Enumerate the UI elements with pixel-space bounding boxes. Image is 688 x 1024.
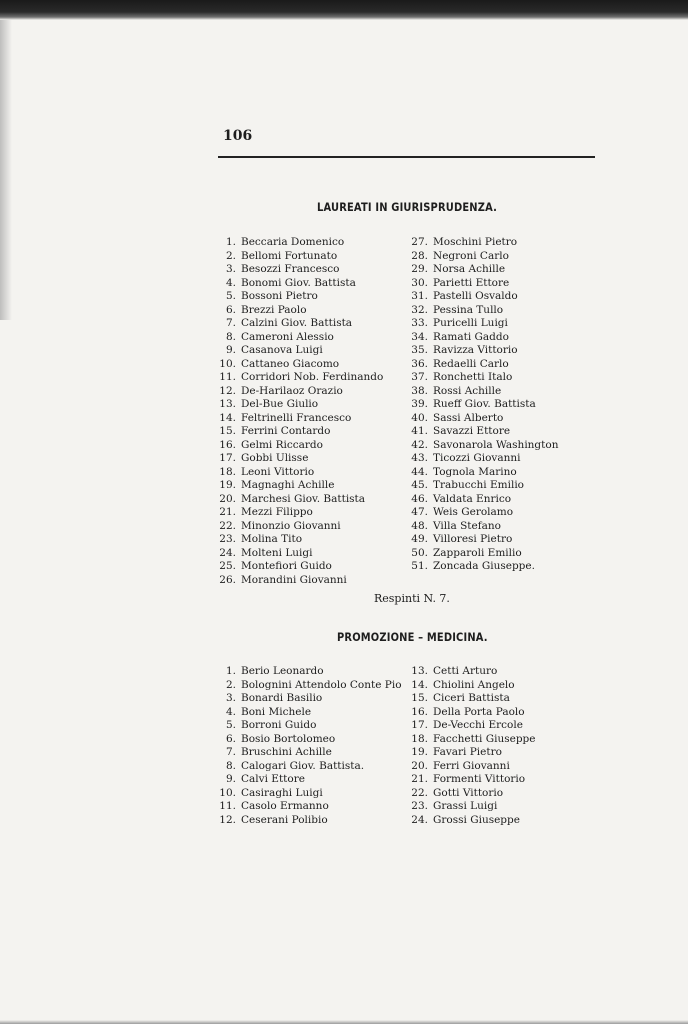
item-name: Casolo Ermanno (241, 800, 329, 812)
item-name: Ferrini Contardo (241, 425, 331, 437)
list-item (410, 398, 558, 412)
item-number: 15. (411, 692, 428, 704)
item-number: 11. (219, 800, 236, 812)
list-item (218, 331, 383, 345)
item-name: Ceserani Polibio (241, 813, 328, 826)
item-number: 50. (411, 546, 428, 559)
list-item (410, 331, 558, 345)
item-name: Puricelli Luigi (433, 317, 508, 329)
list-item (218, 358, 383, 372)
list-item (410, 520, 558, 534)
item-number: 27. (411, 236, 428, 248)
item-number: 37. (411, 371, 428, 383)
item-name: Bruschini Achille (241, 746, 332, 758)
item-name: Villa Stefano (433, 519, 501, 532)
item-name: Gelmi Riccardo (241, 438, 323, 451)
list-item (410, 493, 558, 507)
item-number: 9. (225, 344, 236, 356)
item-name: Gobbi Ulisse (241, 452, 309, 464)
item-name: De-Harilaoz Orazio (241, 384, 343, 397)
section-title-medicina: PROMOZIONE – MEDICINA. (337, 630, 488, 644)
item-number: 25. (219, 560, 236, 572)
list-item (410, 665, 535, 679)
list-item (218, 317, 383, 331)
list-item (218, 520, 383, 534)
list-item (410, 479, 558, 493)
item-number: 5. (225, 719, 236, 731)
list-item (410, 452, 558, 466)
item-number: 9. (225, 773, 236, 785)
item-number: 20. (411, 759, 428, 772)
item-number: 14. (219, 411, 236, 424)
list-item (218, 760, 402, 774)
item-name: Pastelli Osvaldo (433, 290, 518, 302)
item-name: Magnaghi Achille (241, 479, 335, 491)
item-number: 15. (219, 425, 236, 437)
item-name: Moschini Pietro (433, 236, 518, 248)
item-number: 17. (411, 719, 428, 731)
item-number: 18. (219, 465, 236, 478)
item-name: Leoni Vittorio (241, 465, 315, 478)
item-name: Ramati Gaddo (433, 330, 509, 343)
item-number: 51. (411, 560, 428, 572)
list-item (218, 371, 383, 385)
respinti-note: Respinti N. 7. (374, 592, 450, 605)
item-name: Weis Gerolamo (433, 506, 514, 518)
item-name: Montefiori Guido (241, 560, 332, 572)
item-name: Ticozzi Giovanni (433, 452, 521, 464)
item-number: 16. (411, 705, 428, 718)
list-item (218, 665, 402, 679)
list-item (218, 466, 383, 480)
item-number: 10. (219, 357, 236, 370)
list-item (410, 290, 558, 304)
list-item (410, 733, 535, 747)
item-name: Molina Tito (241, 533, 303, 545)
item-number: 7. (225, 746, 236, 758)
item-name: Redaelli Carlo (433, 357, 509, 370)
list-item (410, 304, 558, 318)
item-name: Casiraghi Luigi (241, 786, 323, 799)
item-number: 24. (219, 546, 236, 559)
item-number: 45. (411, 479, 428, 491)
list-item (218, 506, 383, 520)
scan-bottom-edge (0, 1020, 688, 1024)
item-number: 6. (225, 732, 236, 745)
list-item (410, 760, 535, 774)
list-item (218, 344, 383, 358)
item-number: 13. (411, 665, 428, 677)
item-name: Grassi Luigi (433, 800, 498, 812)
list-item (410, 773, 535, 787)
list-item (410, 692, 535, 706)
list-item (218, 547, 383, 561)
list-item (410, 787, 535, 801)
item-name: Negroni Carlo (433, 249, 509, 262)
item-name: Boni Michele (241, 705, 312, 718)
list-item (218, 733, 402, 747)
list-item (410, 344, 558, 358)
item-number: 21. (411, 773, 428, 785)
item-number: 18. (411, 732, 428, 745)
item-name: Sassi Alberto (433, 411, 504, 424)
item-name: Bonardi Basilio (241, 692, 323, 704)
item-number: 1. (225, 665, 236, 677)
list-item (410, 439, 558, 453)
item-number: 12. (219, 813, 236, 826)
list-item (218, 787, 402, 801)
list-item (410, 385, 558, 399)
item-name: Berio Leonardo (241, 665, 324, 677)
list-item (410, 412, 558, 426)
item-name: Formenti Vittorio (433, 773, 526, 785)
item-number: 17. (219, 452, 236, 464)
item-name: De-Vecchi Ercole (433, 719, 523, 731)
item-number: 3. (225, 692, 236, 704)
list-item (410, 560, 558, 574)
item-name: Cetti Arturo (433, 665, 498, 677)
list-item (410, 425, 558, 439)
list-item (218, 398, 383, 412)
item-name: Rueff Giov. Battista (433, 398, 536, 410)
item-name: Valdata Enrico (433, 492, 512, 505)
list-item (218, 773, 402, 787)
item-name: Casanova Luigi (241, 344, 323, 356)
item-name: Zoncada Giuseppe. (433, 560, 535, 572)
item-number: 6. (225, 303, 236, 316)
item-name: Ronchetti Italo (433, 371, 513, 383)
list-item (410, 547, 558, 561)
list-item (410, 679, 535, 693)
item-number: 21. (219, 506, 236, 518)
list-item (410, 371, 558, 385)
item-number: 22. (219, 519, 236, 532)
item-name: Facchetti Giuseppe (433, 732, 536, 745)
item-number: 33. (411, 317, 428, 329)
item-name: Bosio Bortolomeo (241, 732, 336, 745)
list-item (410, 358, 558, 372)
item-number: 32. (411, 303, 428, 316)
item-name: Calogari Giov. Battista. (241, 759, 365, 772)
list-item (218, 706, 402, 720)
item-number: 8. (225, 759, 236, 772)
item-name: Cattaneo Giacomo (241, 357, 340, 370)
laureati-list-col1 (218, 236, 383, 587)
list-item (218, 263, 383, 277)
list-item (410, 506, 558, 520)
item-number: 8. (225, 330, 236, 343)
list-item (218, 479, 383, 493)
list-item (410, 277, 558, 291)
list-item (218, 746, 402, 760)
list-item (218, 277, 383, 291)
item-name: Savazzi Ettore (433, 425, 511, 437)
item-number: 43. (411, 452, 428, 464)
item-name: Parietti Ettore (433, 276, 510, 289)
item-number: 26. (219, 573, 236, 586)
item-name: Calvi Ettore (241, 773, 305, 785)
item-number: 48. (411, 519, 428, 532)
list-item (410, 317, 558, 331)
list-item (218, 679, 402, 693)
item-number: 34. (411, 330, 428, 343)
item-number: 41. (411, 425, 428, 437)
item-number: 49. (411, 533, 428, 545)
item-number: 2. (225, 678, 236, 691)
list-item (218, 493, 383, 507)
item-number: 2. (225, 249, 236, 262)
item-number: 1. (225, 236, 236, 248)
item-number: 46. (411, 492, 428, 505)
item-number: 22. (411, 786, 428, 799)
list-item (218, 719, 402, 733)
list-item (218, 452, 383, 466)
list-item (218, 574, 383, 588)
item-number: 44. (411, 465, 428, 478)
item-number: 5. (225, 290, 236, 302)
page-number: 106 (223, 128, 253, 144)
item-number: 47. (411, 506, 428, 518)
item-name: Chiolini Angelo (433, 678, 515, 691)
item-name: Ravizza Vittorio (433, 344, 518, 356)
item-name: Rossi Achille (433, 384, 502, 397)
item-number: 28. (411, 249, 428, 262)
list-item (218, 412, 383, 426)
item-name: Corridori Nob. Ferdinando (241, 371, 384, 383)
item-name: Villoresi Pietro (433, 533, 513, 545)
header-rule (218, 156, 595, 158)
list-item (410, 814, 535, 828)
item-number: 36. (411, 357, 428, 370)
item-name: Savonarola Washington (433, 438, 559, 451)
item-number: 4. (225, 276, 236, 289)
item-number: 23. (219, 533, 236, 545)
item-number: 30. (411, 276, 428, 289)
item-number: 24. (411, 813, 428, 826)
laureati-list-col2 (410, 236, 558, 574)
item-name: Borroni Guido (241, 719, 317, 731)
item-name: Molteni Luigi (241, 546, 313, 559)
item-name: Grossi Giuseppe (433, 813, 520, 826)
item-number: 14. (411, 678, 428, 691)
item-name: Bonomi Giov. Battista (241, 276, 356, 289)
item-name: Feltrinelli Francesco (241, 411, 352, 424)
item-name: Minonzio Giovanni (241, 519, 341, 532)
list-item (218, 814, 402, 828)
list-item (218, 692, 402, 706)
section-title-giurisprudenza: LAUREATI IN GIURISPRUDENZA. (317, 200, 498, 214)
item-name: Bossoni Pietro (241, 290, 318, 302)
item-number: 20. (219, 492, 236, 505)
item-number: 12. (219, 384, 236, 397)
item-number: 40. (411, 411, 428, 424)
item-number: 3. (225, 263, 236, 275)
item-name: Cameroni Alessio (241, 330, 334, 343)
scan-left-edge (0, 20, 12, 320)
list-item (218, 290, 383, 304)
item-number: 19. (219, 479, 236, 491)
list-item (218, 304, 383, 318)
item-name: Beccaria Domenico (241, 236, 345, 248)
item-name: Brezzi Paolo (241, 303, 307, 316)
list-item (410, 706, 535, 720)
item-number: 4. (225, 705, 236, 718)
list-item (410, 466, 558, 480)
item-name: Tognola Marino (433, 465, 517, 478)
item-number: 31. (411, 290, 428, 302)
list-item (410, 250, 558, 264)
item-name: Favari Pietro (433, 746, 502, 758)
item-name: Ciceri Battista (433, 692, 510, 704)
scan-top-edge (0, 0, 688, 20)
item-name: Bellomi Fortunato (241, 249, 338, 262)
list-item (218, 533, 383, 547)
item-number: 19. (411, 746, 428, 758)
list-item (218, 385, 383, 399)
item-number: 29. (411, 263, 428, 275)
item-name: Calzini Giov. Battista (241, 317, 353, 329)
item-name: Morandini Giovanni (241, 573, 347, 586)
item-name: Bolognini Attendolo Conte Pio (241, 678, 402, 691)
list-item (218, 250, 383, 264)
list-item (218, 236, 383, 250)
list-item (410, 533, 558, 547)
item-name: Besozzi Francesco (241, 263, 340, 275)
item-number: 10. (219, 786, 236, 799)
list-item (410, 719, 535, 733)
item-name: Ferri Giovanni (433, 759, 510, 772)
item-name: Della Porta Paolo (433, 705, 525, 718)
item-name: Mezzi Filippo (241, 506, 313, 518)
promozione-list-col1 (218, 665, 402, 827)
item-number: 16. (219, 438, 236, 451)
item-number: 35. (411, 344, 428, 356)
item-number: 23. (411, 800, 428, 812)
list-item (218, 425, 383, 439)
item-name: Marchesi Giov. Battista (241, 492, 366, 505)
list-item (410, 746, 535, 760)
list-item (410, 236, 558, 250)
item-number: 7. (225, 317, 236, 329)
list-item (410, 263, 558, 277)
list-item (218, 439, 383, 453)
promozione-list-col2 (410, 665, 535, 827)
item-name: Del-Bue Giulio (241, 398, 319, 410)
list-item (218, 800, 402, 814)
item-number: 42. (411, 438, 428, 451)
item-number: 11. (219, 371, 236, 383)
item-name: Gotti Vittorio (433, 786, 504, 799)
item-number: 38. (411, 384, 428, 397)
list-item (410, 800, 535, 814)
list-item (218, 560, 383, 574)
item-name: Zapparoli Emilio (433, 546, 522, 559)
item-name: Norsa Achille (433, 263, 506, 275)
item-number: 39. (411, 398, 428, 410)
item-name: Pessina Tullo (433, 303, 504, 316)
item-number: 13. (219, 398, 236, 410)
item-name: Trabucchi Emilio (433, 479, 525, 491)
